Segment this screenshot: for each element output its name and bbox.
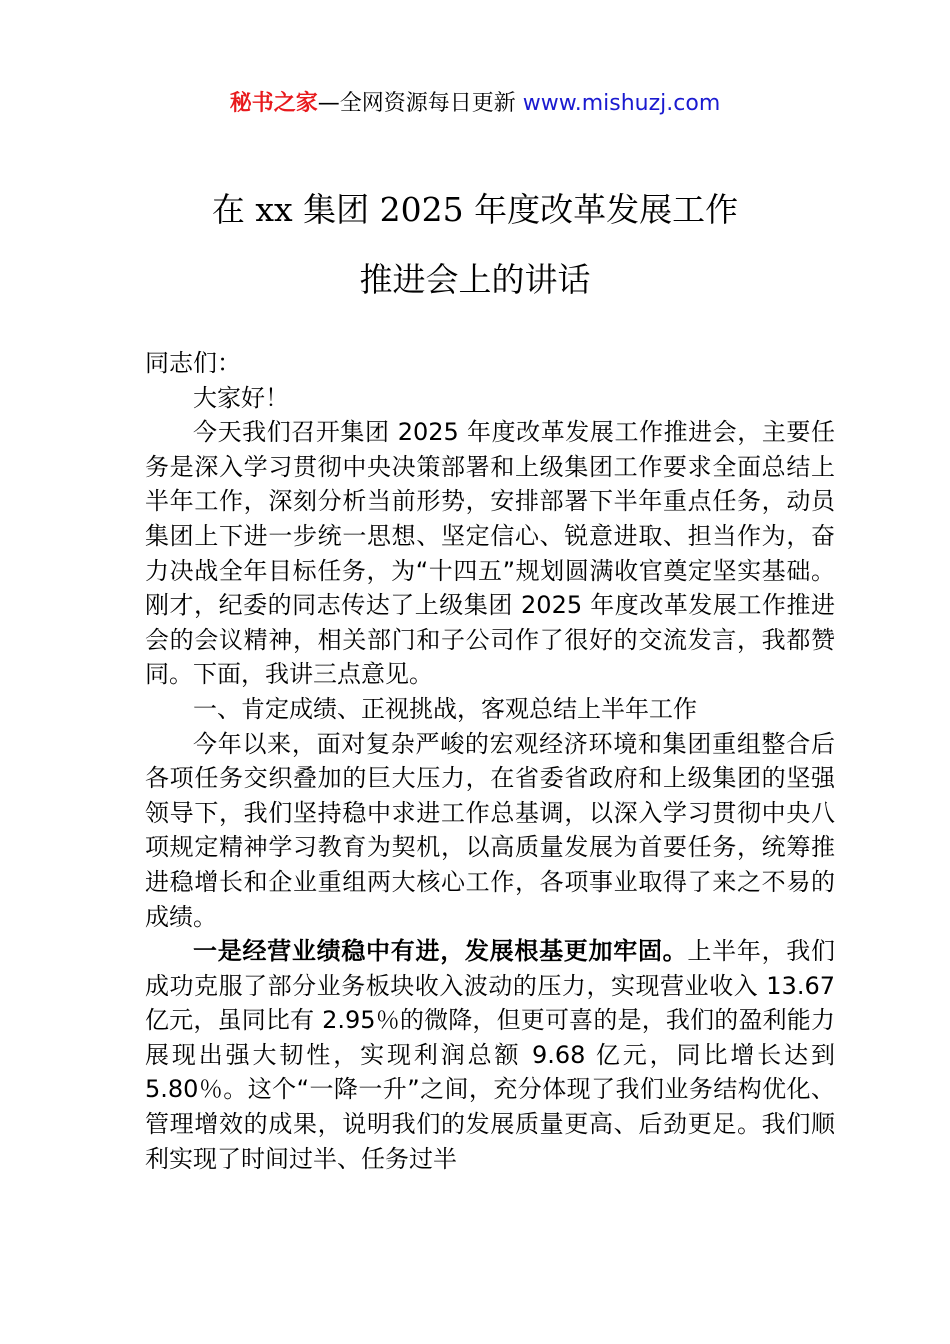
point-1-lead: 一是经营业绩稳中有进，发展根基更加牢固。: [193, 937, 688, 966]
site-header: [0, 88, 950, 120]
document-body: [145, 346, 835, 1176]
section-1-paragraph: 今年以来，面对复杂严峻的宏观经济环境和集团重组整合后各项任务交织叠加的巨大压力，在省委省政府和上级集团的坚强领导下，我们坚持稳中求进工作总基调，以深入学习贯彻中央八项规定精神学习教育为契机，以高质量发展为首要任务，统筹推进稳增长和企业重组两大核心工作，各项事业取得了来之不易的成绩。: [145, 729, 835, 931]
point-1-paragraph: [145, 934, 835, 1176]
header-url-link[interactable]: www.mishuzj.com: [515, 91, 721, 116]
document-title-line-1: 在 xx 集团 2025 年度改革发展工作: [211, 190, 739, 229]
salutation: 同志们：: [145, 349, 241, 377]
header-dash: —: [317, 91, 340, 116]
intro-paragraph: 今天我们召开集团 2025 年度改革发展工作推进会，主要任务是深入学习贯彻中央决策部署和上级集团工作要求全面总结上半年工作，深刻分析当前形势，安排部署下半年重点任务，动员集团上下进一步统一思想、坚定信心、锐意进取、担当作为，奋力决战全年目标任务，为“十四五”规划圆满收官奠定坚实基础。刚才，纪委的同志传达了上级集团 2025 年度改革发展工作推进会的会议精神，相关部门和子公司作了很好的交流发言，我都赞同。下面，我讲三点意见。: [145, 418, 835, 689]
header-tagline: 全网资源每日更新: [339, 91, 516, 116]
greeting: 大家好！: [193, 383, 289, 412]
point-1-body: 上半年，我们成功克服了部分业务板块收入波动的压力，实现营业收入 13.67 亿元，虽同比有 2.95％的微降，但更可喜的是，我们的盈利能力展现出强大韧性，实现利润总额 9.68 亿元，同比增长达到 5.80％。这个“一降一升”之间，充分体现了我们业务结构优化、管理增效的成果，说明我们的发展质量更高、后劲更足。我们顺利实现了时间过半、任务过半: [145, 937, 836, 1173]
brand-name: 秘书之家: [229, 91, 318, 116]
section-1-heading: 一、肯定成绩、正视挑战，客观总结上半年工作: [193, 694, 697, 723]
document-title-line-2: 推进会上的讲话: [359, 260, 591, 299]
